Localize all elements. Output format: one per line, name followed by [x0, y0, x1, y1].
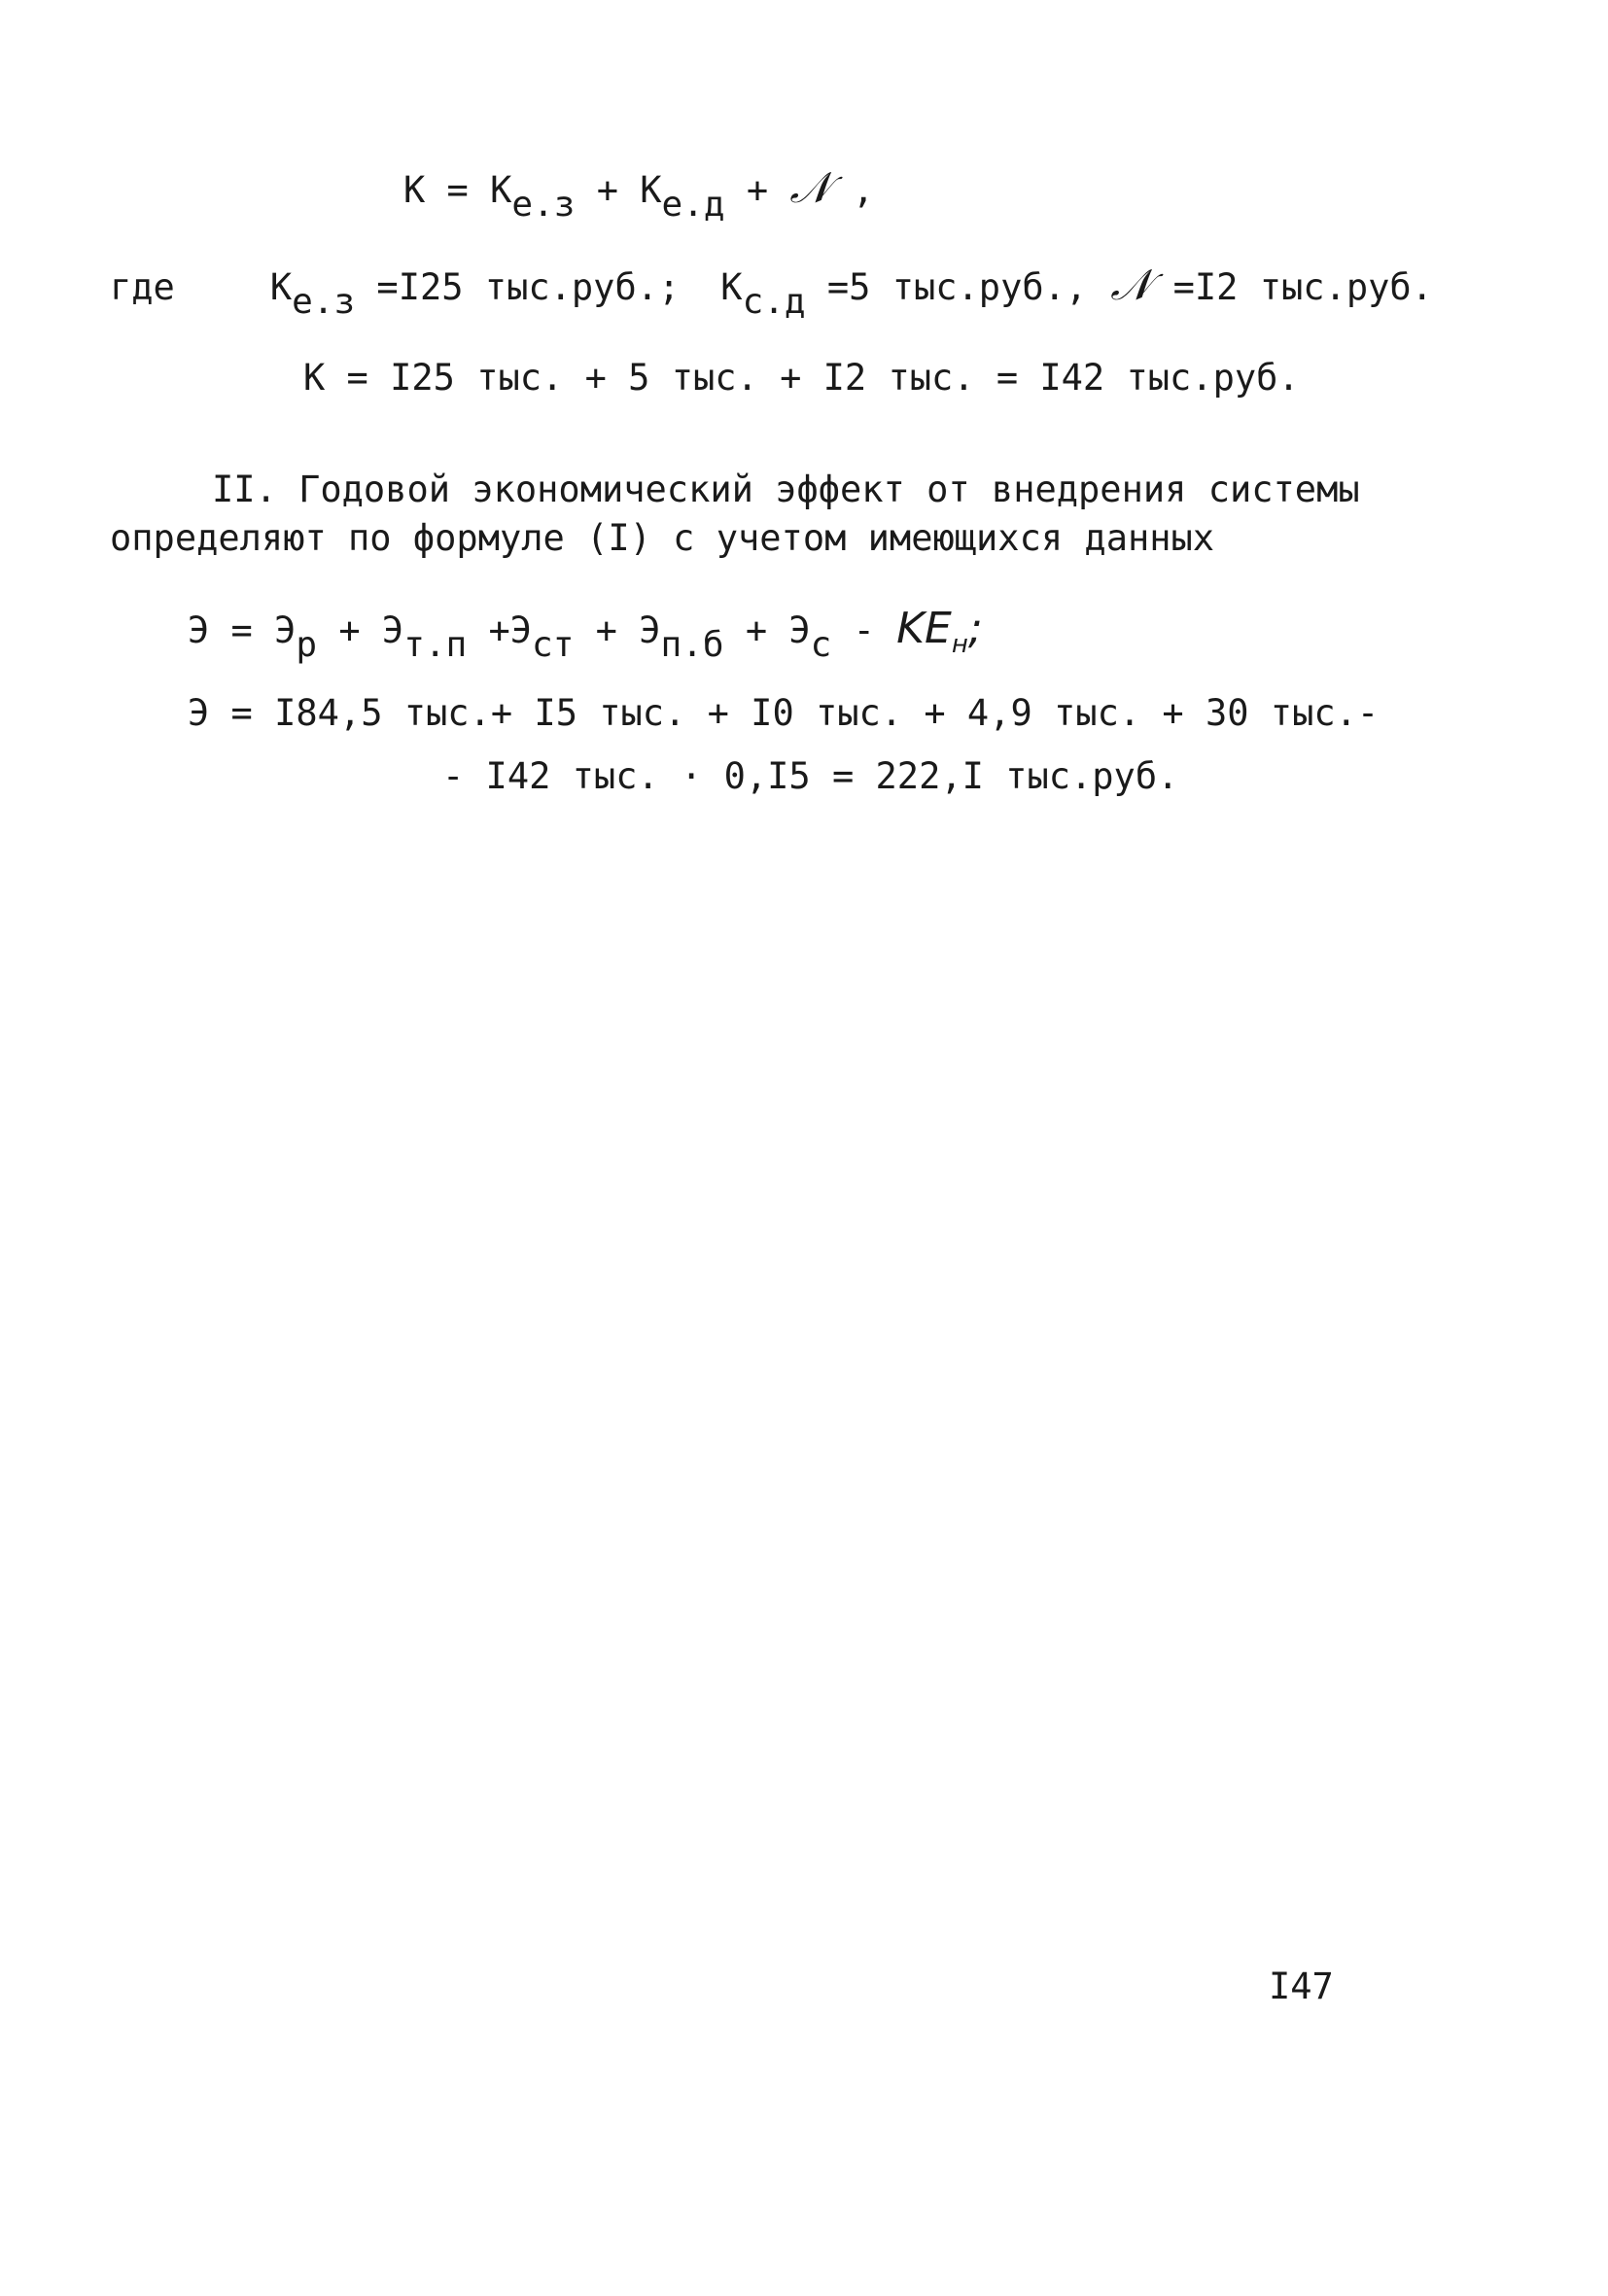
where-k1-val: =I25 тыс.руб.; [355, 266, 681, 308]
where-k2-val: =5 тыс.руб., [805, 266, 1088, 308]
calc-line-2: - I42 тыс. · 0,I5 = 222,I тыс.руб. [442, 755, 1179, 797]
calc-line-1: Э = I84,5 тыс.+ I5 тыс. + I0 тыс. + 4,9 тыс. + 30 тыс.- [188, 692, 1380, 734]
formula-e-p6: - [831, 609, 897, 651]
formula-k-sub1: е.з [511, 185, 576, 225]
where-k1: К [269, 266, 293, 308]
formula-e-s3: ст [532, 625, 575, 665]
where-k1-sub: е.з [292, 282, 356, 322]
where-k2-sub: с.д [742, 282, 806, 322]
where-n-val: =I2 тыс.руб. [1151, 266, 1433, 308]
where-n-symbol: 𝒩 [1110, 261, 1152, 310]
paragraph-line-2: определяют по формуле (I) с учетом имеющихся данных [110, 517, 1215, 559]
formula-k-lhs: К = К [403, 169, 512, 211]
formula-e-s2: т.п [403, 625, 468, 665]
formula-e [188, 604, 983, 665]
formula-e-p1: Э = Э [188, 609, 297, 651]
formula-k-sub2: е.д [661, 185, 725, 225]
formula-k-tail: , [830, 169, 875, 211]
formula-e-p3: +Э [467, 609, 533, 651]
formula-e-ke-tail: ; [967, 604, 983, 653]
k-sum-line: К = I25 тыс. + 5 тыс. + I2 тыс. = I42 тыс.руб. [303, 357, 1300, 399]
formula-e-s4: п.б [660, 625, 724, 665]
page-number: I47 [1269, 1966, 1334, 2007]
where-line [110, 261, 1433, 322]
formula-e-s5: с [810, 625, 832, 665]
paragraph-line-1: II. Годовой экономический эффект от внедрения системы [212, 469, 1360, 510]
where-word: где [110, 266, 175, 308]
formula-e-p4: + Э [574, 609, 661, 651]
formula-e-p5: + Э [723, 609, 811, 651]
formula-k-plus2: + [724, 169, 790, 211]
formula-e-s1: р [296, 625, 318, 665]
formula-e-p2: + Э [317, 609, 404, 651]
formula-k-n-symbol: 𝒩 [789, 163, 831, 213]
formula-e-ke-sub: н [951, 630, 968, 659]
formula-k [403, 163, 875, 225]
formula-e-ke: KE [896, 604, 952, 653]
formula-k-plus1: + К [575, 169, 662, 211]
where-k2: К [720, 266, 743, 308]
